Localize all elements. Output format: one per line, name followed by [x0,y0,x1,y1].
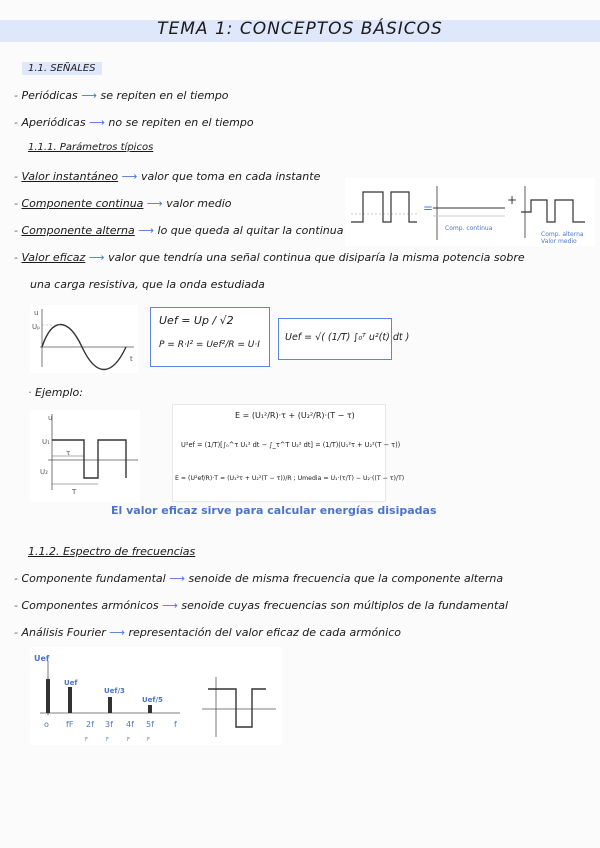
spectrum-figure [30,647,282,745]
line-aperiodicas: - Aperiódicas ⟶ no se repiten en el tiempo [14,116,254,129]
line-valor-eficaz: - Valor eficaz ⟶ valor que tendría una señal continua que disiparía la misma potencia sobre [14,251,525,264]
sine-figure [30,305,138,373]
term-fourier: Análisis Fourier [21,626,106,639]
label-comp-alterna: Comp. alterna [541,231,584,238]
example-pulse-figure [30,410,140,502]
term-componente-alterna: Componente alterna [21,224,135,237]
def-valor-eficaz-2: una carga resistiva, que la onda estudiada [30,278,265,291]
ex-T-label: T [72,488,77,496]
spec-bar-label-1: Uef/3 [104,687,125,695]
term-armonicos: Componentes armónicos [21,599,159,612]
arrow-icon: ⟶ [169,572,185,585]
arrow-icon: ⟶ [81,89,98,102]
spec-tick-4: 4f [126,720,134,729]
spec-tick-0: o [44,720,49,729]
spec-sub-1: F [106,737,109,743]
equals-sign: = [423,201,434,215]
arrow-icon: ⟶ [109,626,126,639]
line-fundamental: - Componente fundamental ⟶ senoide de misma frecuencia que la componente alterna [14,572,504,585]
def-valor-eficaz-1: valor que tendría una señal continua que disiparía la misma potencia sobre [108,251,525,264]
label-valor-medio: Valor medio [541,238,577,245]
example-caption: El valor eficaz sirve para calcular energías disipadas [111,504,437,517]
spec-tick-5: 5f [146,720,154,729]
arrow-icon: ⟶ [121,170,138,183]
line-periodicas: - Periódicas ⟶ se repiten en el tiempo [14,89,229,102]
spec-bar-dc [46,679,50,713]
arrow-icon: ⟶ [162,599,178,612]
ej-eq2: U²ef = (1/T)[∫₀^τ U₁² dt − ∫_τ^T U₂² dt] = (1/T)(U₁²τ + U₂²(T − τ)) [181,441,401,449]
term-valor-eficaz: Valor eficaz [21,251,86,264]
ej-eq1: E = (U₁²/R)·τ + (U₂²/R)·(T − τ) [235,411,355,420]
spec-tick-1: fF [66,720,74,729]
uef-eq2: P = R·I² = Uef²/R = U·I [159,340,260,350]
def-aperiodicas: no se repiten en el tiempo [108,116,254,129]
decomposition-figure [345,178,595,246]
term-aperiodicas: Aperiódicas [21,116,86,129]
line-componente-alterna: - Componente alterna ⟶ lo que queda al quitar la continua [14,224,344,237]
spec-bar-label-0: Uef [64,679,78,687]
spec-sub-3: F [147,737,150,743]
def-valor-instantaneo: valor que toma en cada instante [140,170,321,183]
def-fundamental: senoide de misma frecuencia que la componente alterna [188,572,504,585]
section-1-1-2: 1.1.2. Espectro de frecuencias [28,545,196,558]
spec-bar-3f [108,697,112,713]
sine-t-label: t [130,355,133,363]
arrow-icon: ⟶ [89,116,105,129]
uef-eq1: Uef = Up / √2 [159,314,234,327]
spec-bar-f [68,687,72,713]
spec-yaxis-label: Uef [34,654,50,663]
uef-formula-box [150,307,270,367]
line-componente-continua: - Componente continua ⟶ valor medio [14,197,232,210]
spec-sub-2: F [127,737,130,743]
arrow-icon: ⟶ [146,197,163,210]
ejemplo-label: · Ejemplo: [28,386,83,399]
spec-tick-3: 3f [105,720,113,729]
ex-u-label: u [48,414,53,422]
term-fundamental: Componente fundamental [21,572,166,585]
spec-bar-label-2: Uef/5 [142,696,163,704]
plus-sign: + [507,193,518,207]
ex-tau-label: τ [66,449,71,457]
spec-tick-6: f [174,720,177,729]
page-title: TEMA 1: CONCEPTOS BÁSICOS [157,19,443,39]
term-valor-instantaneo: Valor instantáneo [21,170,119,183]
spec-tick-2: 2f [86,720,94,729]
spec-sub-0: F [85,737,88,743]
arrow-icon: ⟶ [88,251,105,264]
def-componente-continua: valor medio [166,197,232,210]
line-armonicos: - Componentes armónicos ⟶ senoide cuyas frecuencias son múltiplos de la fundamental [14,599,509,612]
def-componente-alterna: lo que queda al quitar la continua [157,224,344,237]
example-equations [172,404,405,502]
uef-rms: Uef = √( (1/T) ∫₀ᵀ u²(t) dt ) [285,332,410,343]
section-1-1-1: 1.1.1. Parámetros típicos [28,142,154,153]
ej-eq3: E = (U²ef/R)·T = (U₁²τ + U₂²(T − τ))/R ; Umedia = U₁·(τ/T) − U₂·((T − τ)/T) [175,475,405,482]
ex-u2-label: U₂ [40,468,48,476]
sine-up-label: Uₚ [32,323,41,331]
section-1-1: 1.1. SEÑALES [22,62,102,75]
def-fourier: representación del valor eficaz de cada armónico [128,626,401,639]
line-valor-instantaneo: - Valor instantáneo ⟶ valor que toma en cada instante [14,170,321,183]
term-periodicas: Periódicas [21,89,78,102]
ejemplo-text: Ejemplo: [35,386,83,399]
def-periodicas: se repiten en el tiempo [100,89,229,102]
def-armonicos: senoide cuyas frecuencias son múltiplos de la fundamental [181,599,509,612]
ex-u1-label: U₁ [42,438,50,446]
spec-bar-5f [148,705,152,713]
uef-rms-box [278,318,410,360]
sine-u-label: u [34,309,39,317]
term-componente-continua: Componente continua [21,197,144,210]
arrow-icon: ⟶ [138,224,155,237]
line-fourier: - Análisis Fourier ⟶ representación del valor eficaz de cada armónico [14,626,401,639]
label-comp-continua: Comp. continua [445,225,493,232]
